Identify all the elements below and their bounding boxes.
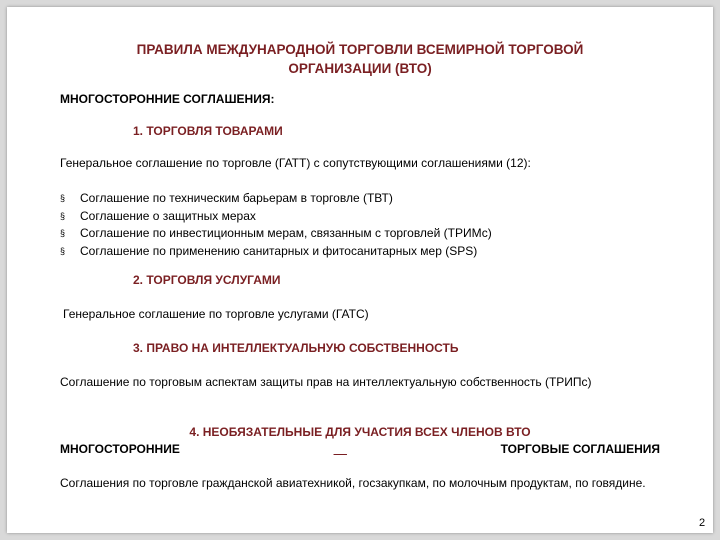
bullet-marker: § <box>60 210 66 221</box>
section-3-text: Соглашение по торговым аспектам защиты прав на интеллектуальную собственность (ТРИПс) <box>60 375 592 389</box>
section-4-title-line-1: 4. НЕОБЯЗАТЕЛЬНЫЕ ДЛЯ УЧАСТИЯ ВСЕХ ЧЛЕНОВ ВТО <box>189 425 531 439</box>
section-4-title <box>60 424 660 458</box>
list-item <box>60 190 492 208</box>
page-number: 2 <box>699 517 706 529</box>
list-item <box>60 225 492 243</box>
section-4-text: Соглашения по торговле гражданской авиатехникой, госзакупкам, по молочным продуктам, по говядине. <box>60 476 646 490</box>
section-4-title-dash: __ <box>333 442 347 456</box>
section-4-title-line-2 <box>60 441 660 458</box>
list-item <box>60 208 492 226</box>
multilateral-agreements-heading: МНОГОСТОРОННИЕ СОГЛАШЕНИЯ: <box>60 92 275 106</box>
bullet-marker: § <box>60 228 66 238</box>
page-title-line-2: ОРГАНИЗАЦИИ (ВТО) <box>288 61 432 76</box>
list-item-text: Соглашение по инвестиционным мерам, связанным с торговлей (ТРИМс) <box>80 226 492 240</box>
list-item-text: Соглашение о защитных мерах <box>80 208 256 223</box>
list-item-text: Соглашение по применению санитарных и фитосанитарных мер (SPS) <box>80 243 478 258</box>
section-4-title-left: МНОГОСТОРОННИЕ <box>60 442 180 456</box>
section-3-title: 3. ПРАВО НА ИНТЕЛЛЕКТУАЛЬНУЮ СОБСТВЕННОСТЬ <box>133 341 459 355</box>
bullet-marker: § <box>60 245 66 256</box>
section-1-intro: Генеральное соглашение по торговле (ГАТТ) с сопутствующими соглашениями (12): <box>60 156 531 170</box>
section-4-title-right: ТОРГОВЫЕ СОГЛАШЕНИЯ <box>500 442 660 456</box>
page-title-line-1: ПРАВИЛА МЕЖДУНАРОДНОЙ ТОРГОВЛИ ВСЕМИРНОЙ ТОРГОВОЙ <box>136 42 584 57</box>
page-title <box>0 40 720 78</box>
section-1-bullet-list <box>60 190 492 260</box>
list-item <box>60 243 492 261</box>
bullet-marker: § <box>60 193 66 203</box>
section-2-text: Генеральное соглашение по торговле услугами (ГАТС) <box>63 307 369 321</box>
section-2-title: 2. ТОРГОВЛЯ УСЛУГАМИ <box>133 273 281 287</box>
list-item-text: Соглашение по техническим барьерам в торговле (ТВТ) <box>80 191 393 205</box>
section-1-title: 1. ТОРГОВЛЯ ТОВАРАМИ <box>133 124 283 138</box>
